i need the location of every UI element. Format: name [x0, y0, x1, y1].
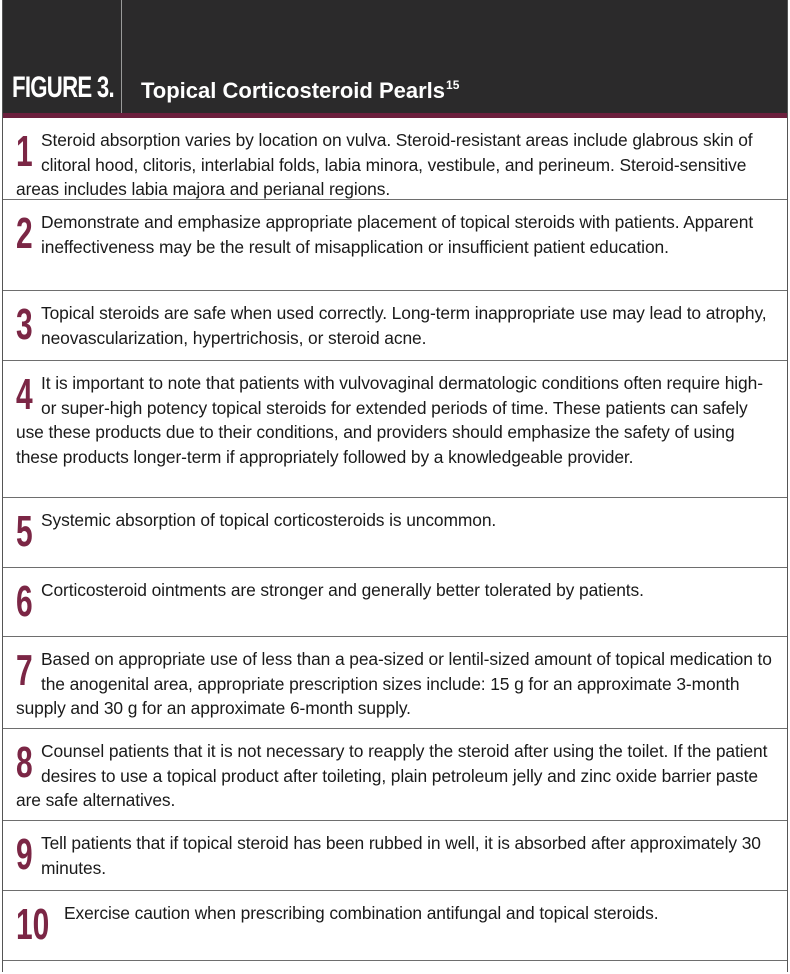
item-number: 10 — [16, 900, 50, 949]
item-text: Topical steroids are safe when used correctly. Long-term inappropriate use may lead to atrophy, neovascularization, hypertrichosis, or steroid acne. — [41, 303, 767, 348]
item-number: 6 — [16, 577, 33, 626]
item-text: Exercise caution when prescribing combination antifungal and topical steroids. — [64, 903, 659, 923]
item-number: 7 — [16, 646, 33, 695]
list-item — [3, 729, 787, 821]
item-number: 3 — [16, 300, 33, 349]
item-number: 2 — [16, 209, 33, 258]
item-number: 8 — [16, 738, 33, 787]
figure-title — [122, 78, 459, 113]
item-number: 9 — [16, 830, 33, 879]
figure-citation: 15 — [446, 78, 460, 92]
figure-container — [2, 0, 788, 972]
item-number: 4 — [16, 370, 33, 419]
list-item — [3, 498, 787, 568]
item-number: 5 — [16, 507, 33, 556]
figure-label-text: FIGURE 3. — [12, 71, 114, 104]
list-item — [3, 200, 787, 291]
item-text: Systemic absorption of topical corticosteroids is uncommon. — [41, 510, 497, 530]
list-item — [3, 361, 787, 498]
figure-label — [3, 0, 122, 113]
item-text: It is important to note that patients with vulvovaginal dermatologic conditions often require high- or super-high potency topical steroids for extended periods of time. These patients can safely use these products due to their conditions, and providers should emphasize the safety of using these products longer-term if appropriately followed by a knowledgeable provider. — [16, 373, 763, 467]
item-text: Demonstrate and emphasize appropriate placement of topical steroids with patients. Apparent ineffectiveness may be the result of misapplication or insufficient patient education. — [41, 212, 754, 257]
item-text: Tell patients that if topical steroid has been rubbed in well, it is absorbed after approximately 30 minutes. — [41, 833, 761, 878]
figure-header — [3, 0, 787, 113]
item-text: Steroid absorption varies by location on vulva. Steroid-resistant areas include glabrous skin of clitoral hood, clitoris, interlabial folds, labia minora, vestibule, and perineum. Steroid-sensitive areas includes labia majora and perianal regions. — [16, 130, 753, 199]
item-text: Counsel patients that it is not necessary to reapply the steroid after using the toilet. If the patient desires to use a topical product after toileting, plain petroleum jelly and zinc oxide barrier paste are safe alternatives. — [16, 741, 768, 810]
item-text: Based on appropriate use of less than a pea-sized or lentil-sized amount of topical medication to the anogenital area, appropriate prescription sizes include: 15 g for an approximate 3-month supply and 30 g for an approximate 6-month supply. — [16, 649, 772, 718]
list-item — [3, 568, 787, 637]
list-item — [3, 821, 787, 891]
list-item — [3, 891, 787, 961]
item-number: 1 — [16, 127, 33, 176]
pearls-list — [3, 118, 787, 961]
figure-title-text: Topical Corticosteroid Pearls — [141, 78, 446, 103]
item-text: Corticosteroid ointments are stronger and generally better tolerated by patients. — [41, 580, 644, 600]
list-item — [3, 637, 787, 729]
list-item — [3, 118, 787, 200]
list-item — [3, 291, 787, 361]
